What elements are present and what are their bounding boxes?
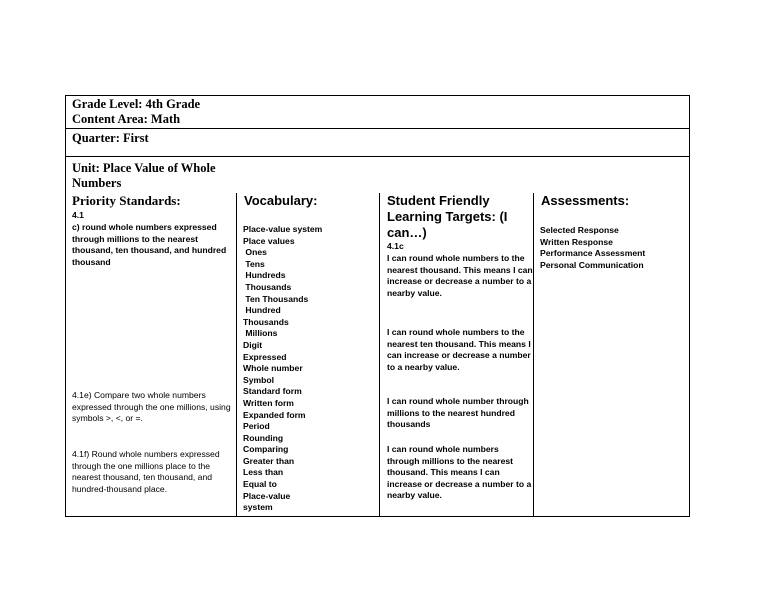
vocab-item: Less than [243,467,284,478]
vocab-item: Place-value system [243,224,323,234]
vocab-item: Comparing [243,444,289,455]
priority-standards-title: Priority Standards: [72,193,181,208]
vocab-item: Ones [243,247,267,258]
vocab-item: Hundreds [243,270,286,281]
vocab-item: Ten Thousands [243,293,309,304]
learning-target: I can round whole number through millions to the nearest hundred thousands [387,396,529,430]
assessments-column [534,193,689,516]
content-columns [66,193,689,516]
vocab-item: Digit [243,339,263,350]
learning-targets-column [380,193,534,516]
vocab-item: Hundred [243,305,281,316]
vocab-item: Expanded form [243,409,306,420]
vocab-item: Whole number [243,363,303,374]
assessment-list [540,225,690,271]
standard-a: c) round whole numbers expressed through millions to the nearest thousand, ten thousand, and hundred thousand [72,222,227,267]
learning-targets-title: Student Friendly Learning Targets: (I can…) [387,193,508,240]
standard-code: 4.1 [72,210,84,220]
vocab-item: Period [243,421,270,432]
vocab-item: Tens [243,258,265,269]
learning-target: I can round whole numbers to the nearest thousand. This means I can increase or decrease a number to a nearby value. [387,253,533,298]
assessment-item: Performance Assessment [540,248,646,259]
priority-standards-column [66,193,237,516]
assessment-item: Written Response [540,236,613,247]
vocabulary-title: Vocabulary: [244,193,318,208]
vocab-item: Thousands [243,316,289,327]
standard-c: 4.1f) Round whole numbers expressed through the one millions place to the nearest thousand, ten thousand, and hundred-thousand place. [72,449,220,494]
vocab-item: Greater than [243,455,295,466]
vocab-item: Standard form [243,386,302,397]
vocab-item: Written form [243,397,294,408]
vocab-item: Place-value [243,490,291,501]
vocab-item: Rounding [243,432,284,443]
vocab-item: Place values [243,235,295,246]
learning-target: I can round whole numbers through millions to the nearest thousand. This means I can increase or decrease a number to a nearby value. [387,444,532,501]
vocab-item: Equal to [243,479,277,490]
vocab-item: system [243,502,273,513]
assessment-item: Selected Response [540,225,619,235]
quarter-row [66,129,689,157]
learning-target: I can round whole numbers to the nearest ten thousand. This means I can increase or decrease a number to a nearby value. [387,327,531,372]
unit-line-2: Numbers [72,176,122,190]
vocabulary-list [243,224,377,514]
quarter: Quarter: First [72,131,149,145]
target-code: 4.1c [387,241,404,251]
header-row [66,96,689,129]
vocab-item: Millions [243,328,278,339]
unit-row [66,157,689,193]
assessments-title: Assessments: [541,193,630,208]
curriculum-table [65,95,690,517]
standard-b: 4.1e) Compare two whole numbers expressed through the one millions, using symbols >, <, or =. [72,390,231,424]
content-area: Content Area: Math [72,112,181,126]
assessment-item: Personal Communication [540,259,644,270]
vocab-item: Symbol [243,374,275,385]
vocabulary-column [237,193,380,516]
vocab-item: Expressed [243,351,287,362]
unit-line-1: Unit: Place Value of Whole [72,161,216,175]
vocab-item: Thousands [243,281,292,292]
grade-level: Grade Level: 4th Grade [72,97,201,111]
